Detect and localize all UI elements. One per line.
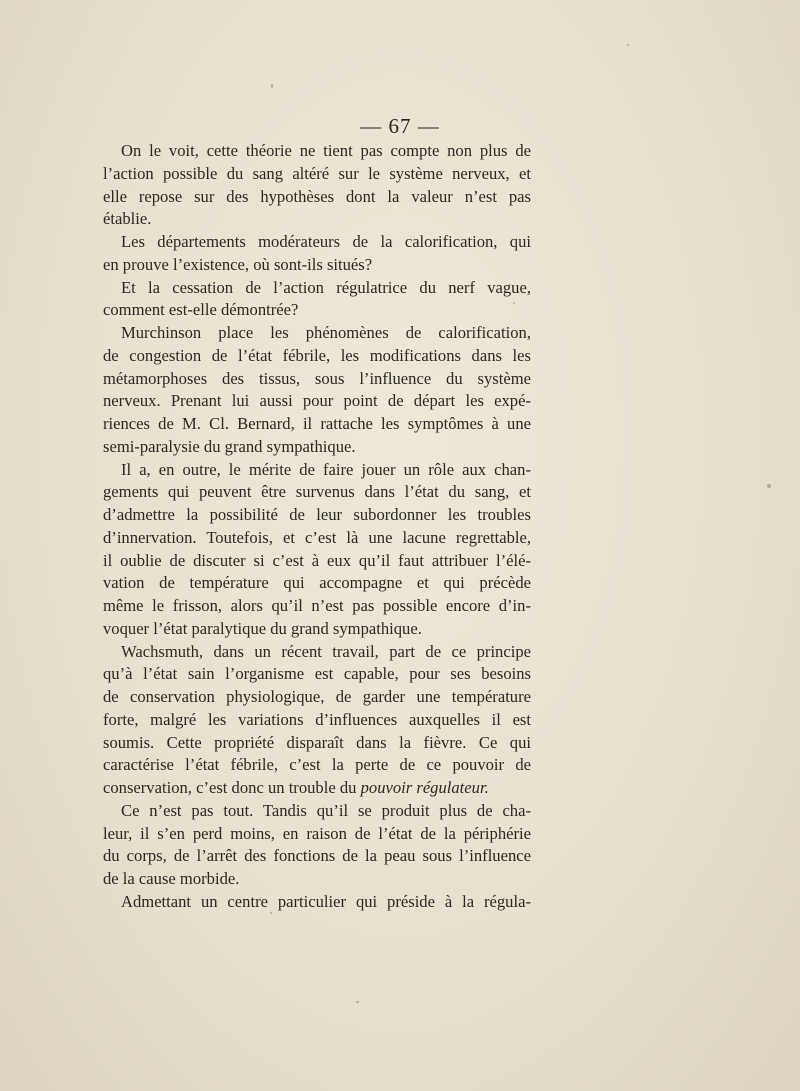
text-line: conservation, c’est donc un trouble du pouvoir régulateur. [103,778,489,797]
paper-speck [271,84,273,88]
text-line: il oublie de discuter si c’est à eux qu’il faut attribuer l’élé- [103,550,531,570]
text-line: gements qui peuvent être survenus dans l’état du sang, et [103,482,531,502]
text-line: Admettant un centre particulier qui préside à la régula- [121,891,531,911]
text-line: Les départements modérateurs de la calorification, qui [121,232,531,251]
text-line: comment est-elle démontrée? [103,300,299,320]
italic-phrase: pouvoir régulateur. [360,778,489,797]
text-line: vation de température qui accompagne et qui précède [103,573,531,593]
text-line: de congestion de l’état fébrile, les modifications dans les [103,345,531,365]
text-line: On le voit, cette théorie ne tient pas compte non plus de [121,141,531,160]
text-line: Et la cessation de l’action régulatrice du nerf vague, [121,277,531,297]
text-line: riences de M. Cl. Bernard, il rattache les symptômes à une [103,414,531,433]
paper-speck [767,484,771,488]
text-line: de conservation physiologique, de garder une température [103,687,531,706]
text-line: métamorphoses des tissus, sous l’influence du système [103,368,531,388]
paper-speck [513,302,515,304]
page-number: — 67 — [360,114,440,138]
text-line: Ce n’est pas tout. Tandis qu’il se produit plus de cha- [121,800,531,820]
text-line: Wachsmuth, dans un récent travail, part de ce principe [121,641,531,661]
text-line: établie. [103,209,152,229]
text-line: semi-paralysie du grand sympathique. [103,436,356,456]
text-line: en prouve l’existence, où sont-ils situés? [103,254,373,274]
text-line: nerveux. Prenant lui aussi pour point de départ les expé- [103,391,531,411]
text-line: caractérise l’état fébrile, c’est la perte de ce pouvoir de [103,755,531,775]
paper-speck [356,1001,359,1003]
text-line: voquer l’état paralytique du grand sympathique. [103,618,422,638]
text-line: soumis. Cette propriété disparaît dans la fièvre. Ce qui [103,732,531,752]
text-line: Il a, en outre, le mérite de faire jouer un rôle aux chan- [121,459,531,479]
body-text [103,140,531,914]
text-line: l’action possible du sang altéré sur le système nerveux, et [103,163,531,183]
text-line: du corps, de l’arrêt des fonctions de la peau sous l’influence [103,846,531,866]
text-line: elle repose sur des hypothèses dont la valeur n’est pas [103,186,531,206]
text-line: forte, malgré les variations d’influences auxquelles il est [103,709,531,729]
text-line: même le frisson, alors qu’il n’est pas possible encore d’in- [103,596,531,615]
paper-speck [627,44,629,46]
text-line: qu’à l’état sain l’organisme est capable, pour ses besoins [103,664,531,684]
text-line: d’admettre la possibilité de leur subordonner les troubles [103,505,531,524]
text-line: leur, il s’en perd moins, en raison de l’état de la périphérie [103,823,531,843]
text-line: Murchinson place les phénomènes de calorification, [121,323,531,342]
text-line: d’innervation. Toutefois, et c’est là une lacune regrettable, [103,527,531,547]
text-line: de la cause morbide. [103,869,240,888]
paper-speck [270,912,272,914]
